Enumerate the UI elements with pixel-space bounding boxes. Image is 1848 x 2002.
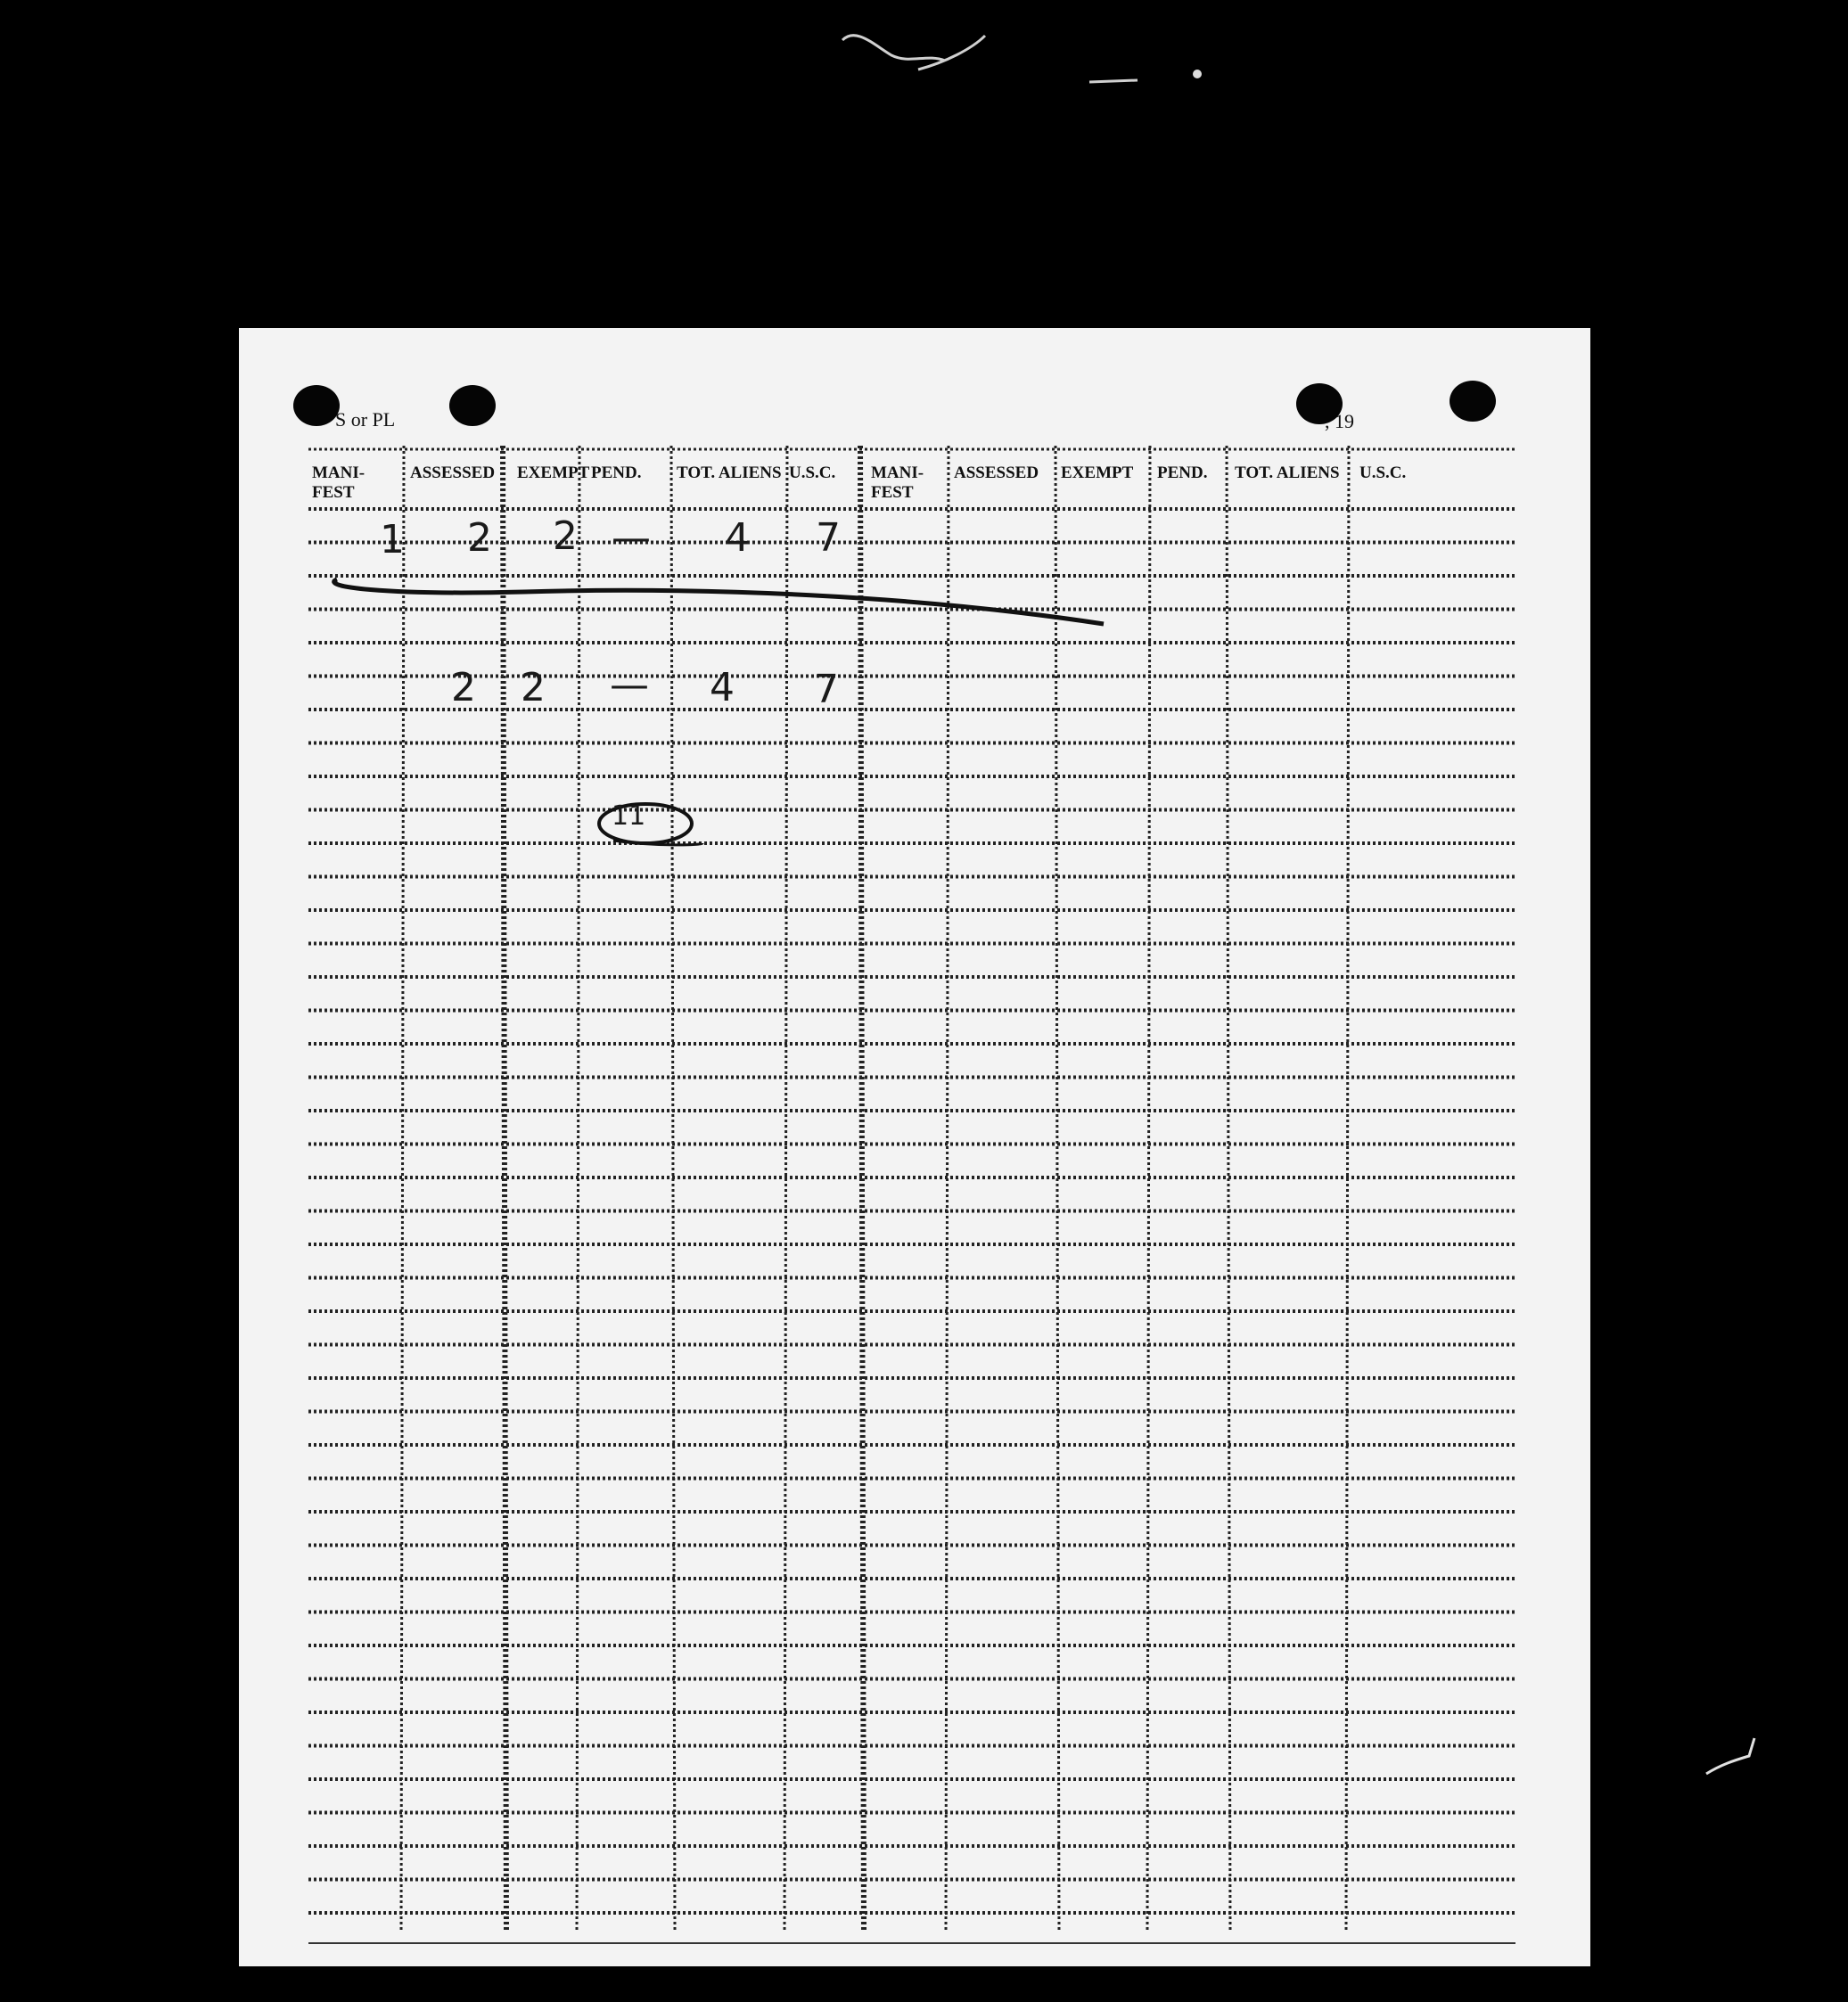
col-header-exempt-1: EXEMPT xyxy=(517,464,590,482)
col-header-assessed-2: ASSESSED xyxy=(954,464,1039,482)
column-rule xyxy=(1346,446,1349,1932)
total-exempt: 2 xyxy=(521,665,546,710)
column-rule xyxy=(671,446,675,1932)
row1-assessed: 2 xyxy=(467,515,492,561)
strike-line xyxy=(334,579,1104,624)
col-header-pend-1: PEND. xyxy=(591,464,642,482)
total-assessed: 2 xyxy=(451,665,476,710)
column-rule xyxy=(503,446,506,1932)
column-rule xyxy=(401,446,404,1932)
column-rule xyxy=(1055,446,1059,1932)
row1-manifest: 1 xyxy=(380,517,405,562)
ruled-grid xyxy=(239,328,1590,1966)
total-pend: — xyxy=(610,662,649,708)
total-usc: 7 xyxy=(814,667,839,712)
column-rule xyxy=(946,446,949,1932)
total-tot-aliens: 4 xyxy=(710,665,735,710)
col-header-assessed-1: ASSESSED xyxy=(410,464,496,482)
column-rule xyxy=(784,446,787,1932)
row1-exempt: 2 xyxy=(553,513,578,559)
scratch-marks xyxy=(0,0,1848,328)
row1-pend: — xyxy=(612,515,651,561)
margin-tick xyxy=(1703,1729,1774,1783)
year-field: , 19 xyxy=(1325,410,1354,432)
col-header-exempt-2: EXEMPT xyxy=(1061,464,1134,482)
col-header-pend-2: PEND. xyxy=(1157,464,1208,482)
col-header-usc-2: U.S.C. xyxy=(1359,464,1407,482)
col-header-manifest-1: MANI- FEST xyxy=(312,464,365,502)
column-rule xyxy=(577,446,579,1932)
form-sheet xyxy=(239,328,1590,1966)
column-rule xyxy=(860,446,864,1932)
col-header-manifest-2: MANI- FEST xyxy=(871,464,924,502)
row1-usc: 7 xyxy=(816,515,841,561)
row1-tot-aliens: 4 xyxy=(725,515,750,561)
col-header-tot-aliens-2: TOT. ALIENS xyxy=(1235,464,1340,482)
column-rule xyxy=(1147,446,1150,1932)
column-rule xyxy=(1227,446,1230,1932)
circled-grand-total: 11 xyxy=(612,800,646,832)
station-label: S or PL xyxy=(335,408,396,431)
col-header-tot-aliens-1: TOT. ALIENS xyxy=(677,464,782,482)
col-header-usc-1: U.S.C. xyxy=(789,464,836,482)
